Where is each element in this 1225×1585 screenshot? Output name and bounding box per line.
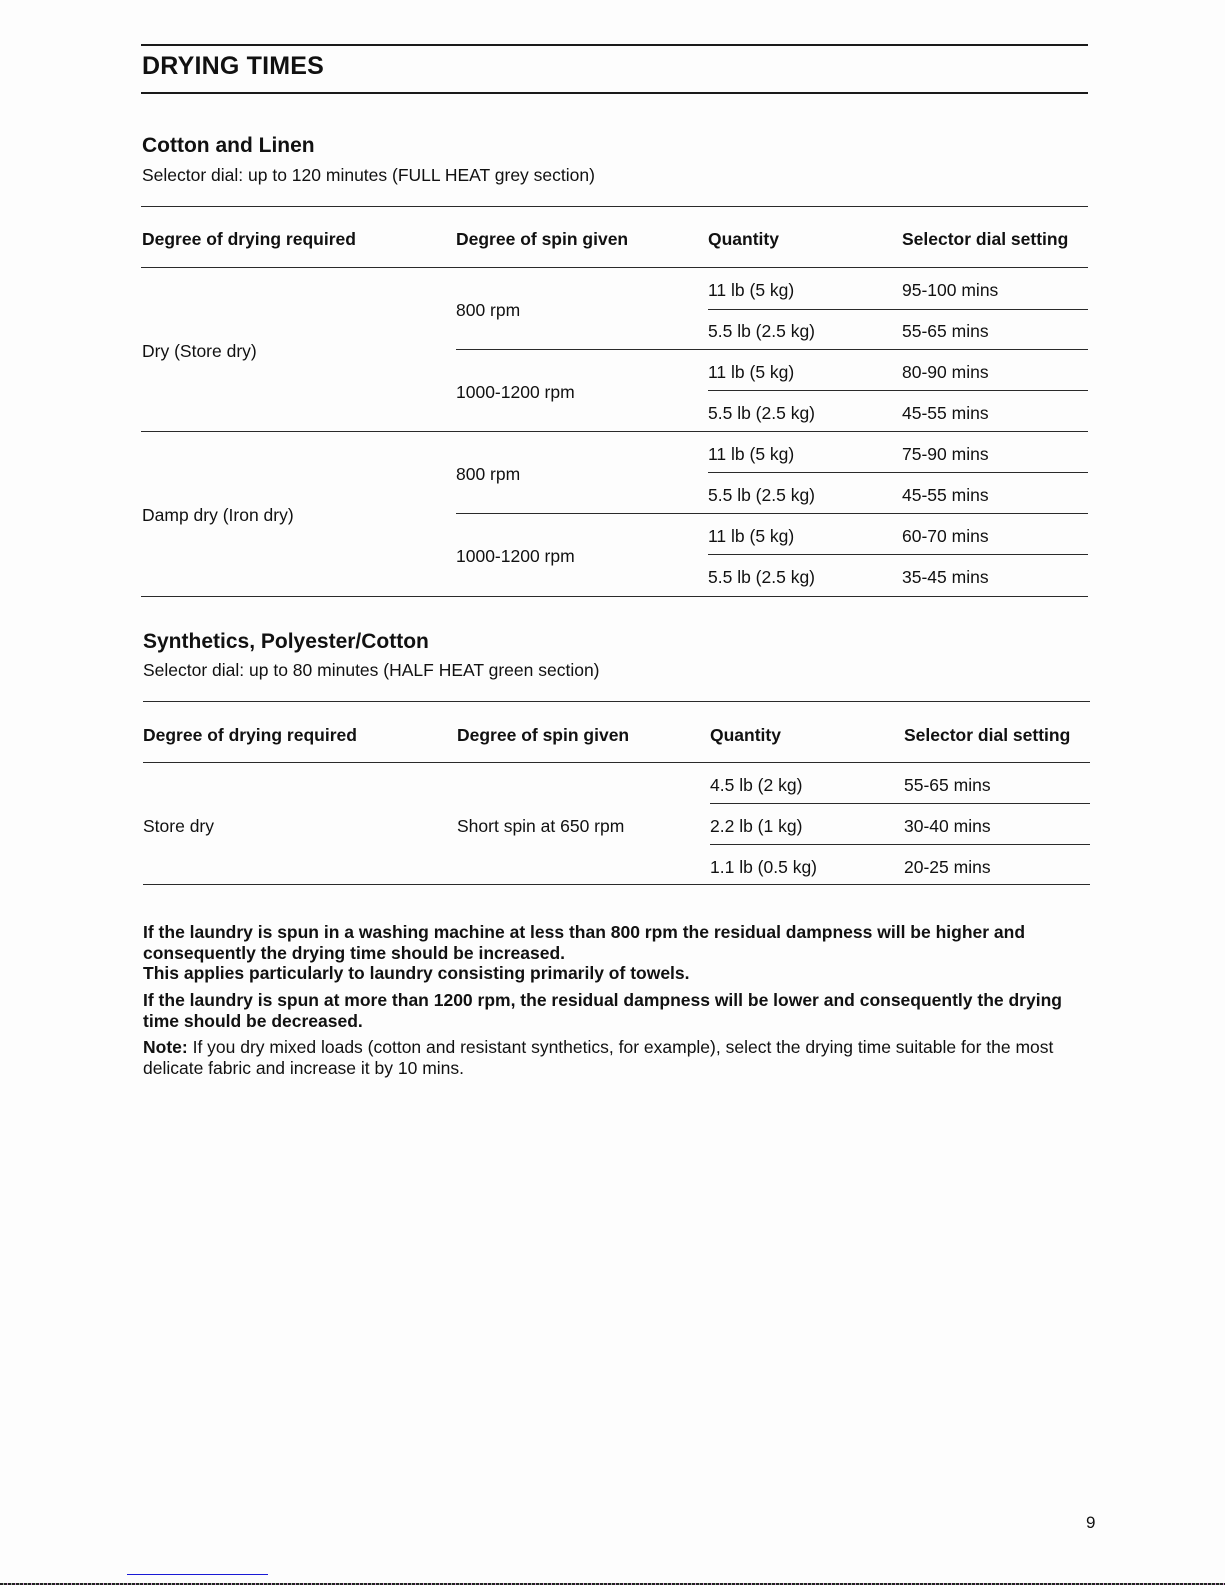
spin-cell: 800 rpm (456, 464, 521, 484)
column-header: Selector dial setting (904, 725, 1071, 745)
quantity-cell: 1.1 lb (0.5 kg) (710, 857, 817, 877)
column-header: Selector dial setting (902, 229, 1069, 249)
setting-cell: 60-70 mins (902, 526, 989, 546)
setting-cell: 55-65 mins (902, 321, 989, 341)
table-rule (708, 309, 1088, 310)
setting-cell: 45-55 mins (902, 403, 989, 423)
setting-cell: 95-100 mins (902, 280, 999, 300)
table-rule (143, 762, 1090, 763)
table-rule (143, 701, 1090, 702)
table-rule (456, 349, 1088, 350)
table-rule (141, 267, 1088, 268)
section-title-cotton: Cotton and Linen (142, 134, 315, 157)
spin-cell: 1000-1200 rpm (456, 546, 575, 566)
section-subtitle-synthetics: Selector dial: up to 80 minutes (HALF HEAT green section) (143, 660, 600, 680)
setting-cell: 30-40 mins (904, 816, 991, 836)
table-rule (710, 844, 1090, 845)
spin-cell: 800 rpm (456, 300, 521, 320)
column-header: Degree of spin given (457, 725, 630, 745)
column-header: Quantity (710, 725, 781, 745)
table-rule (141, 206, 1088, 207)
setting-cell: 55-65 mins (904, 775, 991, 795)
note-high-spin: If the laundry is spun at more than 1200 rpm, the residual dampness will be lower and consequently the drying time should be decreased. (143, 990, 1062, 1031)
note-low-spin: If the laundry is spun in a washing machine at less than 800 rpm the residual dampness will be higher and consequently the drying time should be increased. (143, 922, 1026, 963)
quantity-cell: 11 lb (5 kg) (708, 444, 795, 464)
section-subtitle-cotton: Selector dial: up to 120 minutes (FULL HEAT grey section) (142, 165, 595, 185)
setting-cell: 35-45 mins (902, 567, 989, 587)
page-number: 9 (1086, 1513, 1096, 1532)
setting-cell: 45-55 mins (902, 485, 989, 505)
spin-cell: Short spin at 650 rpm (457, 816, 625, 836)
column-header: Degree of drying required (143, 725, 357, 745)
title-bottom-rule (141, 92, 1088, 94)
table-rule (141, 596, 1088, 597)
note-towels: This applies particularly to laundry consisting primarily of towels. (143, 963, 690, 983)
drying-degree-cell: Dry (Store dry) (142, 341, 257, 361)
setting-cell: 75-90 mins (902, 444, 989, 464)
column-header: Degree of drying required (142, 229, 356, 249)
table-rule (710, 803, 1090, 804)
setting-cell: 80-90 mins (902, 362, 989, 382)
quantity-cell: 5.5 lb (2.5 kg) (708, 321, 815, 341)
table-rule (141, 431, 1088, 432)
quantity-cell: 4.5 lb (2 kg) (710, 775, 803, 795)
title-top-rule (141, 44, 1088, 46)
drying-degree-cell: Store dry (143, 816, 214, 836)
page-title: DRYING TIMES (142, 52, 325, 80)
table-rule (456, 513, 1088, 514)
quantity-cell: 5.5 lb (2.5 kg) (708, 485, 815, 505)
spin-cell: 1000-1200 rpm (456, 382, 575, 402)
quantity-cell: 2.2 lb (1 kg) (710, 816, 803, 836)
quantity-cell: 11 lb (5 kg) (708, 280, 795, 300)
quantity-cell: 5.5 lb (2.5 kg) (708, 403, 815, 423)
setting-cell: 20-25 mins (904, 857, 991, 877)
quantity-cell: 11 lb (5 kg) (708, 526, 795, 546)
table-rule (708, 390, 1088, 391)
drying-degree-cell: Damp dry (Iron dry) (142, 505, 294, 525)
link-underline (127, 1574, 268, 1575)
column-header: Quantity (708, 229, 779, 249)
quantity-cell: 11 lb (5 kg) (708, 362, 795, 382)
table-rule (708, 472, 1088, 473)
quantity-cell: 5.5 lb (2.5 kg) (708, 567, 815, 587)
column-header: Degree of spin given (456, 229, 629, 249)
table-rule (708, 554, 1088, 555)
note-label: Note: (143, 1037, 188, 1057)
table-rule (143, 884, 1090, 885)
section-title-synthetics: Synthetics, Polyester/Cotton (143, 630, 429, 653)
note-text: If you dry mixed loads (cotton and resistant synthetics, for example), select the drying time suitable for the most delicate fabric and increase it by 10 mins. (143, 1037, 1054, 1078)
note-mixed-loads (143, 1037, 1093, 1078)
